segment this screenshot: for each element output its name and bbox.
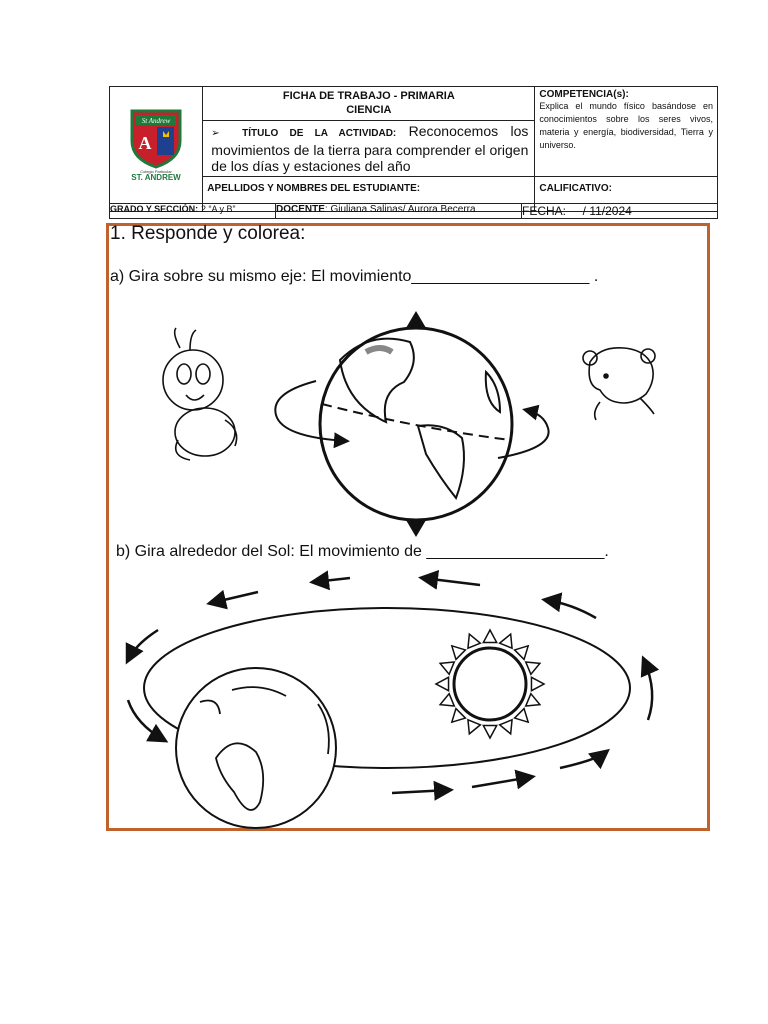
sun-ray <box>515 646 529 660</box>
question-title: 1. Responde y colorea: <box>110 223 306 244</box>
sheet-title: FICHA DE TRABAJO - PRIMARIA <box>282 90 455 102</box>
sun-icon[interactable] <box>436 630 544 738</box>
grade-label: CALIFICATIVO: <box>539 183 612 194</box>
section-label: GRADO Y SECCIÓN: <box>110 204 199 214</box>
sun-ray <box>483 725 496 738</box>
sun-ray <box>500 634 512 648</box>
sun-ray <box>468 720 480 734</box>
activity-block: ➢ TÍTULO DE LA ACTIVIDAD: Reconocemos los movimientos de la tierra para comprender el origen de los días y estaciones del año <box>211 123 529 174</box>
subject-title: CIENCIA <box>346 104 392 116</box>
globe-rotation-icon[interactable] <box>275 311 548 537</box>
sun-ray <box>526 662 540 674</box>
section-value: 2 “A y B” <box>200 204 236 214</box>
sun-ray <box>500 720 512 734</box>
sun-ray <box>440 694 454 706</box>
rotation-illustration <box>163 311 655 537</box>
cartoon-bird-icon[interactable] <box>163 328 237 460</box>
cartoon-bear-icon[interactable] <box>583 348 655 420</box>
date-text: FECHA: / 11/2024 <box>522 204 632 218</box>
sun-ray <box>468 634 480 648</box>
teacher-value: : Giuliana Salinas/ Aurora Becerra <box>324 204 476 215</box>
activity-title: Reconocemos los movimientos de la tierra para comprender el origen de los días y estaciones del año <box>211 123 529 174</box>
competence-text: Explica el mundo físico basándose en conocimientos sobre los seres vivos, materia y energía, biodiversidad, Tierra y universo. <box>539 101 713 150</box>
logo-top-text: St Andrew <box>141 117 171 125</box>
earth-icon[interactable] <box>176 668 336 828</box>
sun-ray <box>440 662 454 674</box>
sun-ray <box>526 694 540 706</box>
translation-illustration <box>128 578 652 828</box>
sun-ray <box>452 646 466 660</box>
competence-label: COMPETENCIA(s): <box>539 89 629 100</box>
sun-ray <box>483 630 496 643</box>
student-label: APELLIDOS Y NOMBRES DEL ESTUDIANTE: <box>207 183 421 194</box>
teacher-label: DOCENTE <box>276 204 325 215</box>
logo-name-text: ST. ANDREW <box>131 173 181 182</box>
sun-ray <box>452 709 466 723</box>
sun-ray <box>531 677 544 690</box>
svg-text:A: A <box>138 133 152 153</box>
logo-sub-text: Colegio Particular <box>140 169 172 174</box>
sun-ray <box>515 709 529 723</box>
sun-ray <box>436 677 449 690</box>
question-b: b) Gira alrededor del Sol: El movimiento de ____________________. <box>116 543 609 560</box>
question-a: a) Gira sobre su mismo eje: El movimiento____________________ . <box>110 268 599 285</box>
activity-label: TÍTULO DE LA ACTIVIDAD: <box>242 128 397 139</box>
